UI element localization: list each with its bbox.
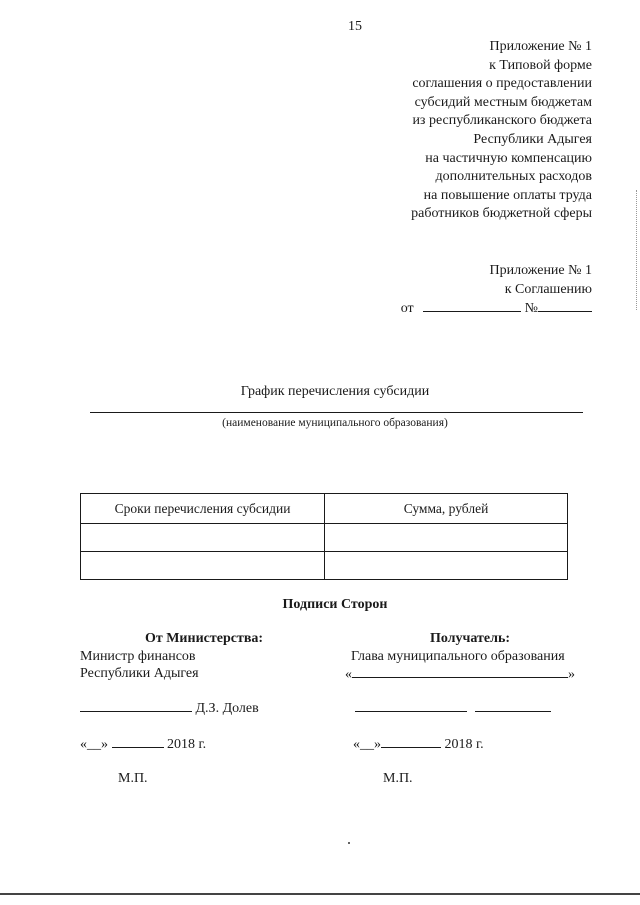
ministry-signer-name: Д.З. Долев xyxy=(195,701,259,716)
appendix-agreement-subtitle: к Соглашению xyxy=(504,281,592,297)
table-row xyxy=(81,524,568,552)
recipient-name-blank xyxy=(475,699,551,712)
ministry-heading: От Министерства: xyxy=(144,631,264,646)
recipient-date-line xyxy=(353,735,484,753)
ministry-date-line xyxy=(80,735,206,753)
table-cell xyxy=(325,552,568,580)
scan-speck xyxy=(348,842,350,844)
header-transfer-dates: Сроки перечисления субсидии xyxy=(81,494,325,524)
ministry-position-line1: Министр финансов xyxy=(80,649,196,664)
recipient-signature-line xyxy=(355,699,551,717)
table-row xyxy=(81,552,568,580)
subsidy-schedule-table xyxy=(80,493,568,580)
appendix-header-line: работников бюджетной сферы xyxy=(411,206,592,222)
recipient-name-field xyxy=(345,665,595,683)
from-label: от xyxy=(400,301,414,317)
table-cell xyxy=(81,524,325,552)
ministry-signature-blank xyxy=(80,699,192,712)
date-month-blank xyxy=(112,735,164,748)
recipient-signature-blank xyxy=(355,699,467,712)
appendix-header-line: на частичную компенсацию xyxy=(425,150,592,166)
table-cell xyxy=(81,552,325,580)
open-quote: « xyxy=(345,667,352,682)
close-quote: » xyxy=(568,667,575,682)
recipient-position: Глава муниципального образования xyxy=(351,649,565,664)
ministry-position-line2: Республики Адыгея xyxy=(80,666,199,681)
appendix-header-line: к Типовой форме xyxy=(489,57,592,73)
table-header-row xyxy=(81,494,568,524)
recipient-municipality-blank xyxy=(352,665,568,678)
table-cell xyxy=(325,524,568,552)
signatures-title: Подписи Сторон xyxy=(282,597,388,612)
appendix-header-line: субсидий местным бюджетам xyxy=(414,94,592,110)
appendix-header xyxy=(411,38,592,224)
appendix-agreement-title: Приложение № 1 xyxy=(489,263,592,278)
appendix-header-line: соглашения о предоставлении xyxy=(412,76,592,92)
scan-bottom-edge xyxy=(0,893,640,895)
date-day-blank: __ xyxy=(360,737,374,752)
date-open-quote: « xyxy=(80,737,87,752)
date-close-quote: » xyxy=(101,737,108,752)
ministry-signature-block xyxy=(80,630,320,682)
header-amount: Сумма, рублей xyxy=(325,494,568,524)
date-close-quote: » xyxy=(374,737,381,752)
appendix-header-line: Приложение № 1 xyxy=(489,39,592,54)
recipient-stamp-place: М.П. xyxy=(383,771,413,786)
schedule-title: График перечисления субсидии xyxy=(240,384,430,399)
agreement-date-number-line xyxy=(401,299,592,319)
date-day-blank: __ xyxy=(87,737,101,752)
recipient-signature-block xyxy=(345,630,595,683)
date-month-blank xyxy=(381,735,441,748)
scan-edge-marks xyxy=(635,190,637,310)
ministry-date-year: 2018 г. xyxy=(167,737,207,752)
municipality-caption: (наименование муниципального образования) xyxy=(222,417,448,429)
agreement-date-blank xyxy=(423,299,521,312)
appendix-header-line: из республиканского бюджета xyxy=(412,113,592,129)
number-label: № xyxy=(524,301,538,317)
recipient-heading: Получатель: xyxy=(429,631,511,646)
agreement-number-blank xyxy=(538,299,592,312)
appendix-agreement xyxy=(401,262,592,319)
ministry-signature-line xyxy=(80,699,259,717)
page-number: 15 xyxy=(348,19,362,34)
date-open-quote: « xyxy=(353,737,360,752)
appendix-header-line: Республики Адыгея xyxy=(473,131,592,147)
appendix-header-line: дополнительных расходов xyxy=(435,169,592,185)
appendix-header-line: на повышение оплаты труда xyxy=(423,187,592,203)
municipality-name-line xyxy=(90,412,583,413)
recipient-date-year: 2018 г. xyxy=(444,737,484,752)
ministry-stamp-place: М.П. xyxy=(118,771,148,786)
